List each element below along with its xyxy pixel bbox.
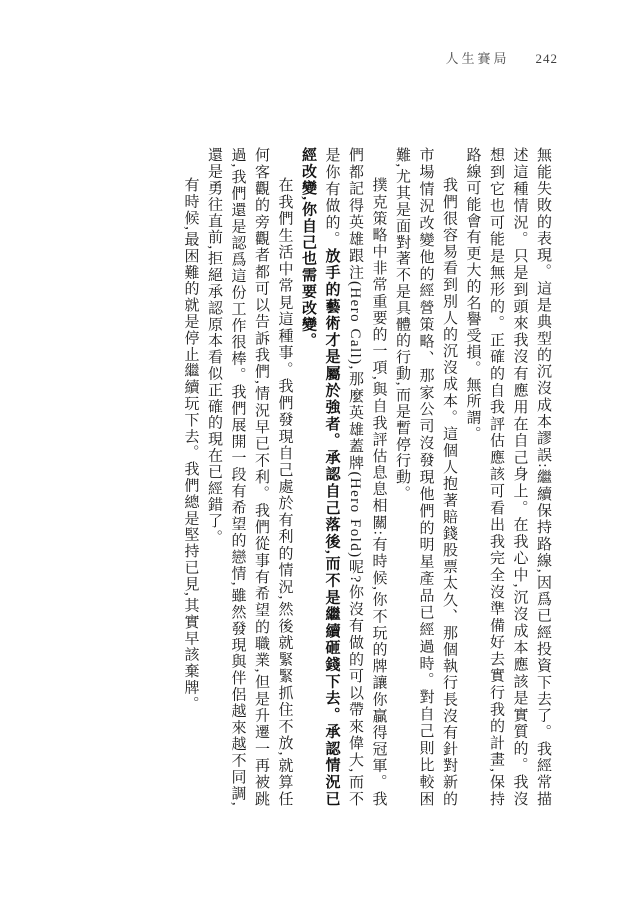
text-run: 無能失敗的表現。這是典型的沉沒成本謬誤:繼續保持路線,因爲已經投資下去了。我經常描述這種情況。只是到頭來我沒有應用在自己身上。在我心中,沉沒成本應該是實質的。我沒想到它也可能是無形的。正確的自我評估應該可看出我完全沒準備好去實行我的計畫,保持路線可能會有更大的名譽受損。無所謂。 <box>464 147 551 807</box>
text-run: 撲克策略中非常重要的一項,與自我評估息息相關:有時候,你不玩的牌讓你贏得冠軍。我們都記得英雄跟注(Hero Call),那麼英雄蓋牌(Hero Fold)呢?你沒有做的可以帶來偉大,而不是你有做的。 <box>323 147 387 807</box>
body-text <box>86 147 554 807</box>
paragraph <box>460 147 554 807</box>
page-header <box>445 48 558 67</box>
running-head-title: 人生賽局 <box>445 51 510 66</box>
page-number: 242 <box>535 51 558 66</box>
paragraph <box>390 147 461 807</box>
paragraph <box>296 147 390 807</box>
paragraph <box>202 147 296 807</box>
text-run: 我們很容易看到別人的沉沒成本。這個人抱著賠錢股票太久、那個執行長沒有針對新的市場情況改變他的經營策略、那家公司沒發現他們的明星產品已經過時。對自己則比較困難,尤其是面對著不是具體的行動,而是暫停行動。 <box>394 147 457 807</box>
text-run: 有時候,最困難的就是停止繼續玩下去。我們總是堅持已見,其實早該棄牌。 <box>182 177 199 713</box>
bold-text-run: 放手的藝術才是屬於強者。承認自己落後,而不是繼續砸錢下去。承認情況已經改變,你自己也需要改變。 <box>300 147 340 807</box>
paragraph <box>178 147 202 807</box>
text-run: 在我們生活中常見這種事。我們發現自己處於有利的情況,然後就緊緊抓住不放,就算任何客觀的旁觀者都可以告訴我們,情況早已不利。我們從事有希望的職業,但是升遷一再被跳過,我們還是認爲這份工作很棒。我們展開一段有希望的戀情,雖然發現與伴侶越來越不同調,還是勇往直前,拒絕承認原本看似正確的現在已經錯了。 <box>206 147 293 807</box>
